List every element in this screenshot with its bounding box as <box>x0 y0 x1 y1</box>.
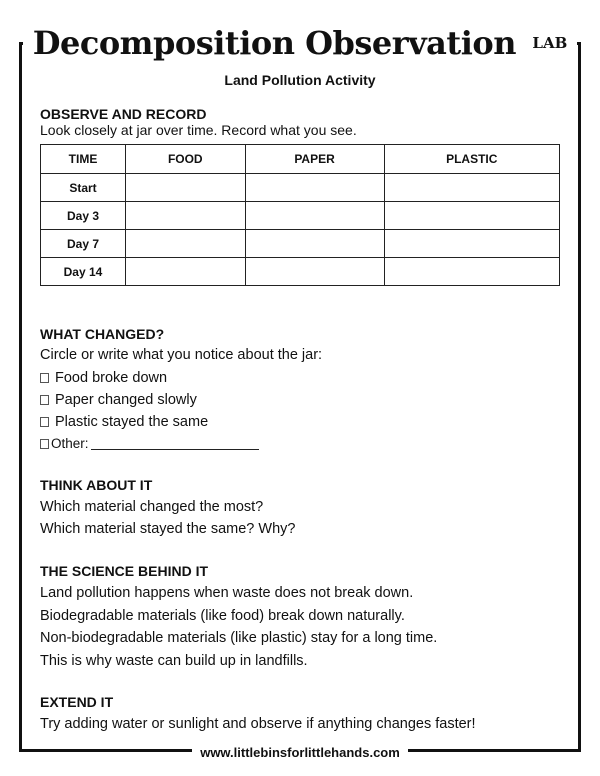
option-plastic[interactable] <box>40 414 208 430</box>
think-heading: THINK ABOUT IT <box>40 477 153 493</box>
table-cell[interactable] <box>126 230 246 258</box>
science-line: This is why waste can build up in landfills. <box>40 653 308 669</box>
table-cell[interactable] <box>245 202 384 230</box>
option-food[interactable] <box>40 370 167 386</box>
column-header: PAPER <box>245 145 384 174</box>
science-line: Biodegradable materials (like food) break down naturally. <box>40 608 405 624</box>
extend-heading: EXTEND IT <box>40 694 114 710</box>
table-cell[interactable] <box>126 202 246 230</box>
header <box>0 24 600 62</box>
row-label: Day 14 <box>41 258 126 286</box>
observe-instruction: Look closely at jar over time. Record what you see. <box>40 122 357 138</box>
table-row <box>41 202 560 230</box>
checkbox[interactable] <box>40 439 49 449</box>
row-label: Start <box>41 174 126 202</box>
other-label: Other: <box>51 436 89 451</box>
table-cell[interactable] <box>384 174 559 202</box>
table-cell[interactable] <box>384 258 559 286</box>
option-label: Paper changed slowly <box>55 392 197 408</box>
column-header: PLASTIC <box>384 145 559 174</box>
table-row <box>41 258 560 286</box>
footer <box>0 745 600 770</box>
observation-table <box>40 144 560 286</box>
column-header: FOOD <box>126 145 246 174</box>
changed-heading: WHAT CHANGED? <box>40 326 165 342</box>
table-cell[interactable] <box>384 230 559 258</box>
page-title: Decomposition Observation <box>32 24 516 62</box>
title-block <box>23 24 578 62</box>
table-cell[interactable] <box>245 258 384 286</box>
option-paper[interactable] <box>40 392 197 408</box>
science-heading: THE SCIENCE BEHIND IT <box>40 563 209 579</box>
checkbox[interactable] <box>40 417 49 427</box>
option-other[interactable] <box>40 436 259 451</box>
table-row <box>41 174 560 202</box>
changed-prompt: Circle or write what you notice about the jar: <box>40 347 323 363</box>
checkbox[interactable] <box>40 373 49 383</box>
table-cell[interactable] <box>126 258 246 286</box>
think-question: Which material changed the most? <box>40 499 264 515</box>
option-label: Food broke down <box>55 370 168 386</box>
page-subtitle: Land Pollution Activity <box>224 72 376 88</box>
column-header: TIME <box>41 145 126 174</box>
row-label: Day 3 <box>41 202 126 230</box>
table-cell[interactable] <box>384 202 559 230</box>
option-label: Plastic stayed the same <box>55 414 209 430</box>
row-label: Day 7 <box>41 230 126 258</box>
table-cell[interactable] <box>126 174 246 202</box>
science-line: Non-biodegradable materials (like plastic) stay for a long time. <box>40 630 438 646</box>
think-question: Which material stayed the same? Why? <box>40 521 296 537</box>
table-header-row <box>41 145 560 174</box>
table-cell[interactable] <box>245 174 384 202</box>
lab-badge: LAB <box>532 34 568 52</box>
science-line: Land pollution happens when waste does not break down. <box>40 585 414 601</box>
footer-url: www.littlebinsforlittlehands.com <box>192 745 408 760</box>
table-cell[interactable] <box>245 230 384 258</box>
extend-line: Try adding water or sunlight and observe if anything changes faster! <box>40 716 476 732</box>
observe-heading: OBSERVE AND RECORD <box>40 106 207 122</box>
write-in-line[interactable] <box>91 437 259 450</box>
table-row <box>41 230 560 258</box>
checkbox[interactable] <box>40 395 49 405</box>
